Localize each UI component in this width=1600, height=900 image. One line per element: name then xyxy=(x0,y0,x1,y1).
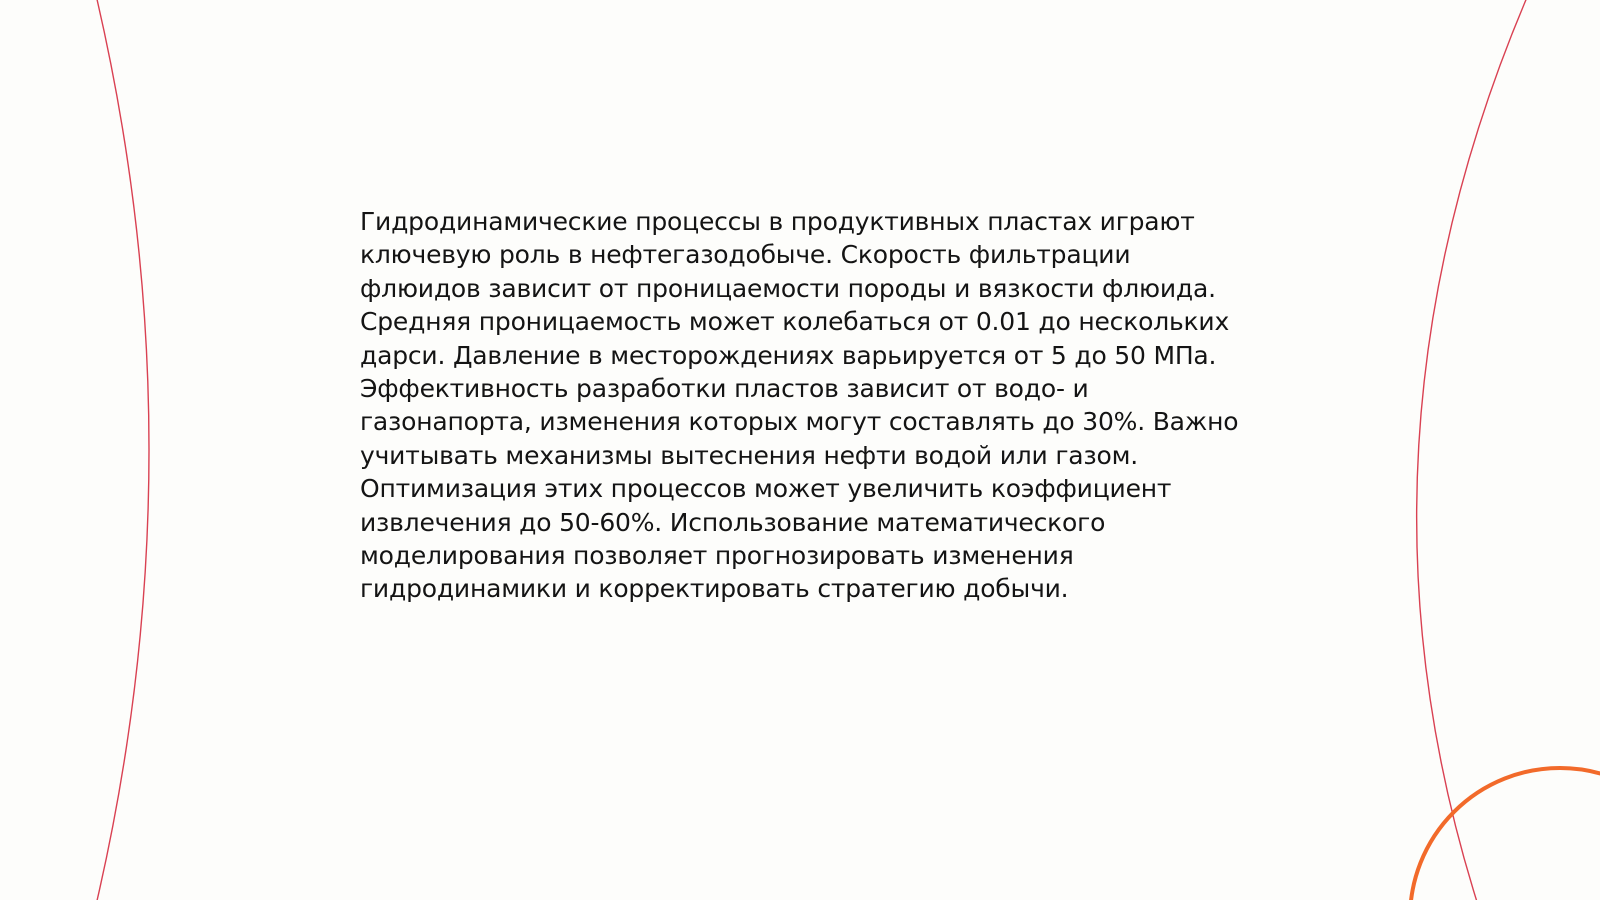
left-arc xyxy=(96,0,149,900)
right-arc xyxy=(1417,0,1528,900)
orange-ring xyxy=(1410,768,1600,900)
body-paragraph: Гидродинамические процессы в продуктивных пластах играют ключевую роль в нефтегазодобыче. Скорость фильтрации флюидов зависит от проницаемости породы и вязкости флюида. Средняя проницаемость может колебаться от 0.01 до нескольких дарси. Давление в месторождениях варьируется от 5 до 50 МПа. Эффективность разработки пластов зависит от водо- и газонапорта, изменения которых могут составлять до 30%. Важно учитывать механизмы вытеснения нефти водой или газом. Оптимизация этих процессов может увеличить коэффициент извлечения до 50-60%. Использование математического моделирования позволяет прогнозировать изменения гидродинамики и корректировать стратегию добычи. xyxy=(360,207,1239,604)
